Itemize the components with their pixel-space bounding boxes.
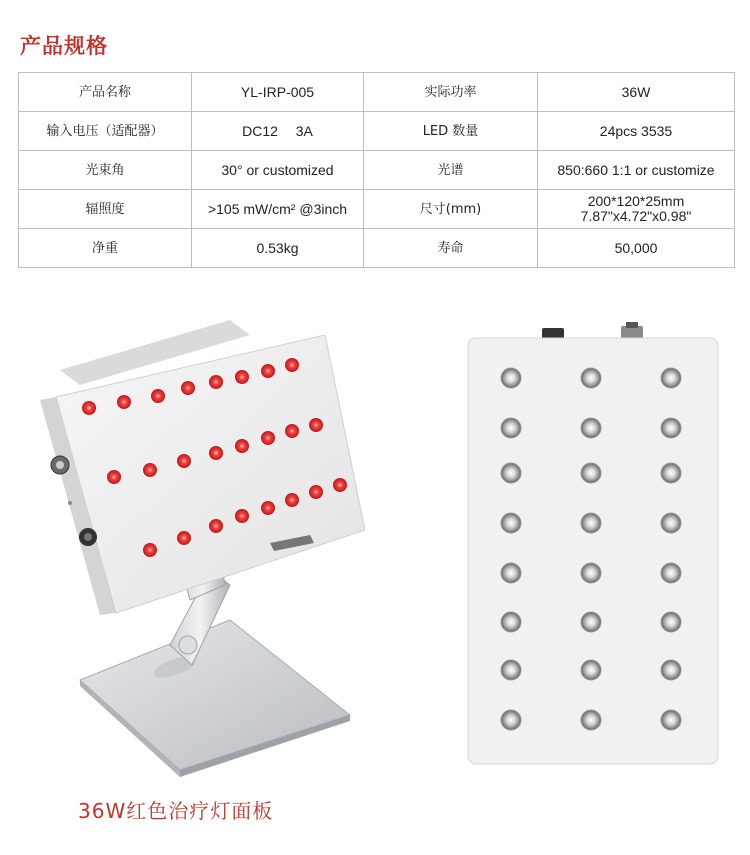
spec-label: LED 数量: [364, 112, 538, 151]
table-row: [19, 73, 735, 112]
panel-on-stand-image: [20, 315, 365, 785]
dimension-inch: 7.87"x4.72"x0.98": [580, 208, 692, 224]
table-row: [19, 190, 735, 229]
spec-label: 净重: [19, 229, 192, 268]
spec-value: >105 mW/cm² @3inch: [192, 190, 364, 229]
spec-label: 产品名称: [19, 73, 192, 112]
spec-value: 36W: [538, 73, 735, 112]
dimension-mm: 200*120*25mm: [587, 193, 685, 209]
spec-value: 850:660 1:1 or customize: [538, 151, 735, 190]
spec-value: 50,000: [538, 229, 735, 268]
section-title: 产品规格: [20, 34, 108, 58]
spec-value: [538, 190, 735, 229]
spec-label: 光谱: [364, 151, 538, 190]
spec-label: 辐照度: [19, 190, 192, 229]
spec-value: DC12 3A: [192, 112, 364, 151]
spec-label: 输入电压（适配器）: [19, 112, 192, 151]
spec-label: 寿命: [364, 229, 538, 268]
table-row: [19, 229, 735, 268]
product-caption: 36W红色治疗灯面板: [78, 799, 274, 823]
spec-label: 光束角: [19, 151, 192, 190]
spec-label: 实际功率: [364, 73, 538, 112]
spec-label: 尺寸(mm): [364, 190, 538, 229]
table-row: [19, 112, 735, 151]
spec-value: 30° or customized: [192, 151, 364, 190]
spec-table: [18, 72, 735, 268]
spec-value: 0.53kg: [192, 229, 364, 268]
spec-value: 24pcs 3535: [538, 112, 735, 151]
spec-value: YL-IRP-005: [192, 73, 364, 112]
table-row: [19, 151, 735, 190]
panel-front-image: [466, 322, 722, 767]
